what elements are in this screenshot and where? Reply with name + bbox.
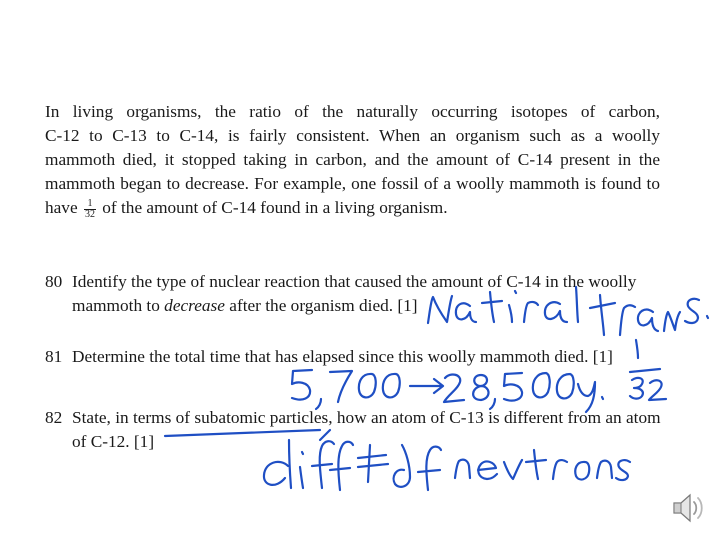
intro-text: of the amount of C-14 found in a living organism. (102, 198, 448, 217)
ink-stroke (383, 374, 400, 398)
intro-line: In living organisms, the ratio of the naturally occurring isotopes of carbon, (45, 102, 660, 121)
ink-stroke (597, 461, 612, 478)
ink-stroke (685, 299, 699, 323)
emphasized-word: decrease (164, 296, 225, 315)
intro-line: C-12 to C-13 to C-14, is fairly consistent. When an organism such as a woolly (45, 126, 660, 145)
ink-stroke (649, 380, 666, 400)
ink-stroke (533, 373, 550, 397)
ink-stroke (504, 373, 522, 401)
ink-stroke (630, 378, 643, 399)
ink-stroke (664, 312, 680, 331)
fraction-denominator: 32 (84, 208, 95, 220)
question-line: Identify the type of nuclear reaction that caused the amount of C-14 in the woolly (72, 272, 637, 291)
question-line: Determine the total time that has elapsed since this woolly mammoth died. [1] (72, 347, 613, 366)
intro-line-fraction (45, 196, 660, 220)
ink-stroke (444, 375, 464, 402)
ink-stroke (602, 397, 603, 399)
ink-stroke (616, 460, 630, 480)
ink-stroke (707, 316, 708, 318)
ink-stroke (504, 460, 522, 479)
ink-stroke (630, 369, 660, 372)
ink-stroke (410, 379, 443, 393)
question-text (72, 345, 662, 369)
intro-line: mammoth died, it stopped taking in carbon, and the amount of C-14 present in the (45, 150, 660, 169)
ink-stroke (292, 370, 312, 400)
ink-stroke (455, 460, 470, 478)
question-line: of C-12. [1] (72, 432, 155, 451)
question-line: State, in terms of subatomic particles, how an atom of C-13 is different from an atom (72, 408, 661, 427)
speaker-icon-graphic (668, 488, 708, 528)
fraction-numerator: 1 (84, 199, 96, 210)
ink-stroke (557, 374, 574, 398)
intro-line: mammoth began to decrease. For example, one fossil of a woolly mammoth is found to (45, 174, 660, 193)
ink-stroke (330, 371, 352, 402)
question-number: 81 (45, 347, 63, 366)
question-text-part: after the organism died. [1] (229, 296, 418, 315)
ink-stroke (300, 452, 303, 488)
ink-stroke (478, 461, 497, 479)
speaker-icon[interactable] (668, 488, 708, 528)
question-text (72, 406, 662, 454)
ink-stroke (553, 460, 567, 479)
ink-stroke (526, 450, 546, 479)
question-number: 80 (45, 272, 63, 291)
question-text (72, 270, 662, 318)
ink-stroke (359, 374, 376, 398)
question-line (72, 294, 662, 318)
question-number: 82 (45, 408, 63, 427)
ink-stroke (575, 462, 589, 480)
question-text-part: mammoth to (72, 296, 160, 315)
intro-paragraph (45, 100, 660, 220)
ink-stroke (358, 455, 388, 467)
intro-text: have (45, 198, 78, 217)
fraction (84, 199, 96, 220)
ink-stroke (473, 375, 488, 400)
